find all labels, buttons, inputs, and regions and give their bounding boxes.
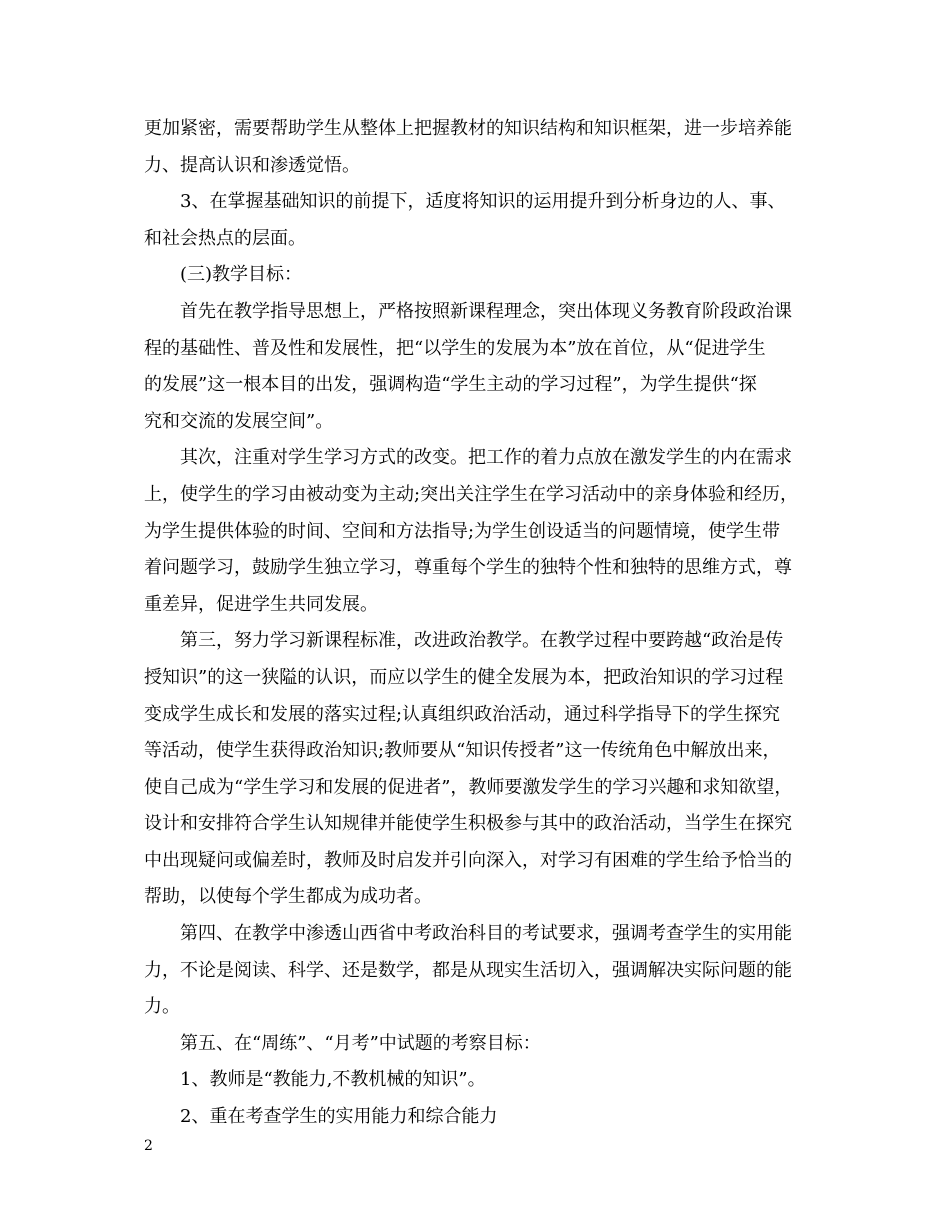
text-line: 第五、在“周练”、“月考”中试题的考察目标： <box>180 1032 541 1054</box>
text-line: 重差异，促进学生共同发展。 <box>144 593 378 615</box>
text-line: 第三，努力学习新课程标准，改进政治教学。在教学过程中要跨越“政治是传 <box>180 630 784 652</box>
text-line: 首先在教学指导思想上，严格按照新课程理念，突出体现义务教育阶段政治课 <box>180 300 792 322</box>
text-line: 程的基础性、普及性和发展性，把“以学生的发展为本”放在首位，从“促进学生 <box>144 337 766 359</box>
text-line: 着问题学习，鼓励学生独立学习，尊重每个学生的独特个性和独特的思维方式，尊 <box>144 557 792 579</box>
text-line: 和社会热点的层面。 <box>144 227 306 249</box>
text-line: 上，使学生的学习由被动变为主动;突出关注学生在学习活动中的亲身体验和经历， <box>144 483 799 505</box>
text-line: 2、重在考查学生的实用能力和综合能力 <box>180 1106 498 1128</box>
text-line: 设计和安排符合学生认知规律并能使学生积极参与其中的政治活动，当学生在探究 <box>144 813 792 835</box>
text-line: 帮助，以使每个学生都成为成功者。 <box>144 886 432 908</box>
text-line: (三)教学目标： <box>180 264 303 286</box>
text-line: 的发展”这一根本目的出发，强调构造“学生主动的学习过程”，为学生提供“探 <box>144 374 757 396</box>
text-line: 更加紧密，需要帮助学生从整体上把握教材的知识结构和知识框架，进一步培养能 <box>144 118 792 139</box>
text-line: 究和交流的发展空间”。 <box>144 410 334 432</box>
page-number: 2 <box>144 1138 153 1154</box>
text-line: 3、在掌握基础知识的前提下，适度将知识的运用提升到分析身边的人、事、 <box>180 191 786 213</box>
text-line: 为学生提供体验的时间、空间和方法指导;为学生创设适当的问题情境，使学生带 <box>144 520 781 542</box>
text-line: 授知识”的这一狭隘的认识，而应以学生的健全发展为本，把政治知识的学习过程 <box>144 666 784 688</box>
text-line: 其次，注重对学生学习方式的改变。把工作的着力点放在激发学生的内在需求 <box>180 447 792 469</box>
text-line: 力。 <box>144 996 180 1018</box>
body-text <box>144 111 824 1136</box>
text-line: 1、教师是“教能力,不教机械的知识”。 <box>180 1069 486 1091</box>
text-line: 等活动，使学生获得政治知识;教师要从“知识传授者”这一传统角色中解放出来， <box>144 740 781 762</box>
text-line: 力、提高认识和渗透觉悟。 <box>144 154 360 176</box>
text-line: 中出现疑问或偏差时，教师及时启发并引向深入，对学习有困难的学生给予恰当的 <box>144 849 792 871</box>
text-line: 使自己成为“学生学习和发展的促进者”，教师要激发学生的学习兴趣和求知欲望， <box>144 776 793 798</box>
text-line: 力，不论是阅读、科学、还是数学，都是从现实生活切入，强调解决实际问题的能 <box>144 959 792 981</box>
text-line: 变成学生成长和发展的落实过程;认真组织政治活动，通过科学指导下的学生探究 <box>144 703 781 725</box>
text-line: 第四、在教学中渗透山西省中考政治科目的考试要求，强调考查学生的实用能 <box>180 923 792 945</box>
